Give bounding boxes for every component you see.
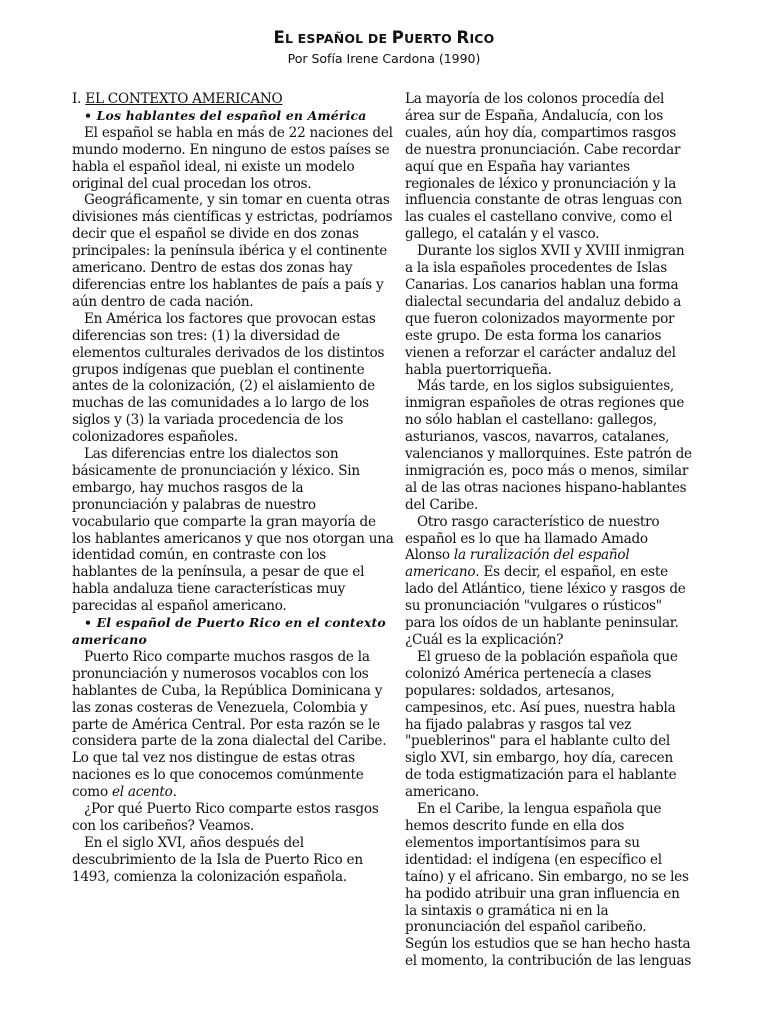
- document-title: [0, 27, 768, 50]
- title-smallcaps-1: L ESPAÑOL DE: [284, 31, 392, 46]
- subheading-hablantes: • Los hablantes del español en América: [84, 107, 367, 123]
- paragraph: El grueso de la población española que colonizó América pertenecía a clases populares: soldados, artesanos, campesinos, etc. Así pues, nuestra habla ha fijado palabras y rasgos tal vez "pueblerinos" para el hablante culto del siglo XVI, sin embargo, hoy día, carecen de toda estigmatización para el hablante americano.: [405, 648, 678, 801]
- left-column: [72, 91, 394, 886]
- paragraph: [72, 649, 394, 801]
- title-smallcaps-3: ICO: [469, 31, 495, 46]
- title-smallcaps-2: UERTO: [404, 31, 457, 46]
- paragraph: El español se habla en más de 22 naciones del mundo moderno. En ninguno de estos países se habla el español ideal, ni existe un modelo original del cual procedan los otros.: [72, 124, 393, 192]
- emphasis-text: el acento: [111, 784, 173, 801]
- text-run: Puerto Rico comparte muchos rasgos de la pronunciación y numerosos vocablos con los hablantes de Cuba, la República Dominicana y las zonas costeras de Venezuela, Colombia y parte de América Central. Por esta razón se le considera parte de la zona dialectal del Caribe. Lo que tal vez nos distingue de estas otras naciones es lo que conocemos comúnmente como: [72, 648, 387, 801]
- title-initial-r: R: [456, 28, 470, 47]
- title-initial-p: P: [391, 28, 405, 47]
- paragraph: En el siglo XVI, años después del descubrimiento de la Isla de Puerto Rico en 1493, comienza la colonización española.: [72, 834, 363, 885]
- paragraph: Geográficamente, y sin tomar en cuenta otras divisiones más científicas y estrictas, podríamos decir que el español se divide en dos zonas principales: la península ibérica y el continente americano. Dentro de estas dos zonas hay diferencias entre los hablantes de país a país y aún dentro de cada nación.: [72, 192, 393, 310]
- title-initial-e: E: [273, 28, 285, 47]
- section-title: EL CONTEXTO AMERICANO: [85, 91, 283, 107]
- document-header: [0, 27, 768, 68]
- text-run: Otro rasgo característico de nuestro español es lo que ha llamado Amado Alonso: [405, 513, 660, 564]
- paragraph: En el Caribe, la lengua española que hemos descrito funde en ella dos elementos importantísimos para su identidad: el indígena (en específico el taíno) y el africano. Sin embargo, no se les ha podido atribuir una gran influencia en la sintaxis o gramática ni en la pronunciación del español caribeño.: [405, 801, 689, 936]
- paragraph: Las diferencias entre los dialectos son básicamente de pronunciación y léxico. Sin embargo, hay muchos rasgos de la pronunciación y palabras de nuestro vocabulario que comparte la gran mayoría de los hablantes americanos y que nos otorgan una identidad común, en contraste con los hablantes de la península, a pesar de que el habla andaluza tiene características muy parecidas al español americano.: [72, 446, 394, 615]
- subheading-puerto-rico: • El español de Puerto Rico en el contexto americano: [72, 615, 386, 647]
- section-heading: [72, 91, 394, 108]
- paragraph: ¿Por qué Puerto Rico comparte estos rasgos con los caribeños? Veamos.: [72, 801, 379, 834]
- paragraph: Más tarde, en los siglos subsiguientes, inmigran españoles de otras regiones que no sólo hablan el castellano: gallegos, asturianos, vascos, navarros, catalanes, valencianos y mallorquines. Este patrón de inmigración es, poco más o menos, similar al de las otras naciones hispano-hablantes del Caribe.: [405, 378, 692, 513]
- text-run: .: [172, 784, 177, 801]
- emphasis-text: la ruralización del español americano: [405, 547, 630, 581]
- section-number: I.: [72, 91, 86, 107]
- paragraph: Durante los siglos XVII y XVIII inmigran a la isla españoles procedentes de Islas Canarias. Los canarios hablan una forma dialectal secundaria del andaluz debido a que fueron colonizados mayormente por este grupo. De esta forma los canarios vienen a reforzar el carácter andaluz del habla puertorriqueña.: [405, 243, 685, 378]
- paragraph: La mayoría de los colonos procedía del área sur de España, Andalucía, con los cuales, aún hoy día, compartimos rasgos de nuestra pronunciación. Cabe recordar aquí que en España hay variantes regionales de léxico y pronunciación y la influencia constante de otras lenguas con las cuales el castellano convive, como el gallego, el catalán y el vasco.: [405, 91, 683, 243]
- paragraph: [405, 514, 693, 649]
- document-subtitle: Por Sofía Irene Cardona (1990): [287, 51, 481, 66]
- paragraph: Según los estudios que se han hecho hasta el momento, la contribución de las lenguas: [405, 936, 692, 970]
- paragraph: En América los factores que provocan estas diferencias son tres: (1) la diversidad de elementos culturales derivados de los distintos grupos indígenas que pueblan el continente antes de la colonización, (2) el aislamiento de muchas de las comunidades a lo largo de los siglos y (3) la variada procedencia de los colonizadores españoles.: [72, 310, 385, 446]
- right-column: [405, 91, 693, 970]
- text-run: . Es decir, el español, en este lado del Atlántico, tiene léxico y rasgos de su pronunciación "vulgares o rústicos" para los oídos de un hablante peninsular. ¿Cuál es la explicación?: [405, 564, 686, 648]
